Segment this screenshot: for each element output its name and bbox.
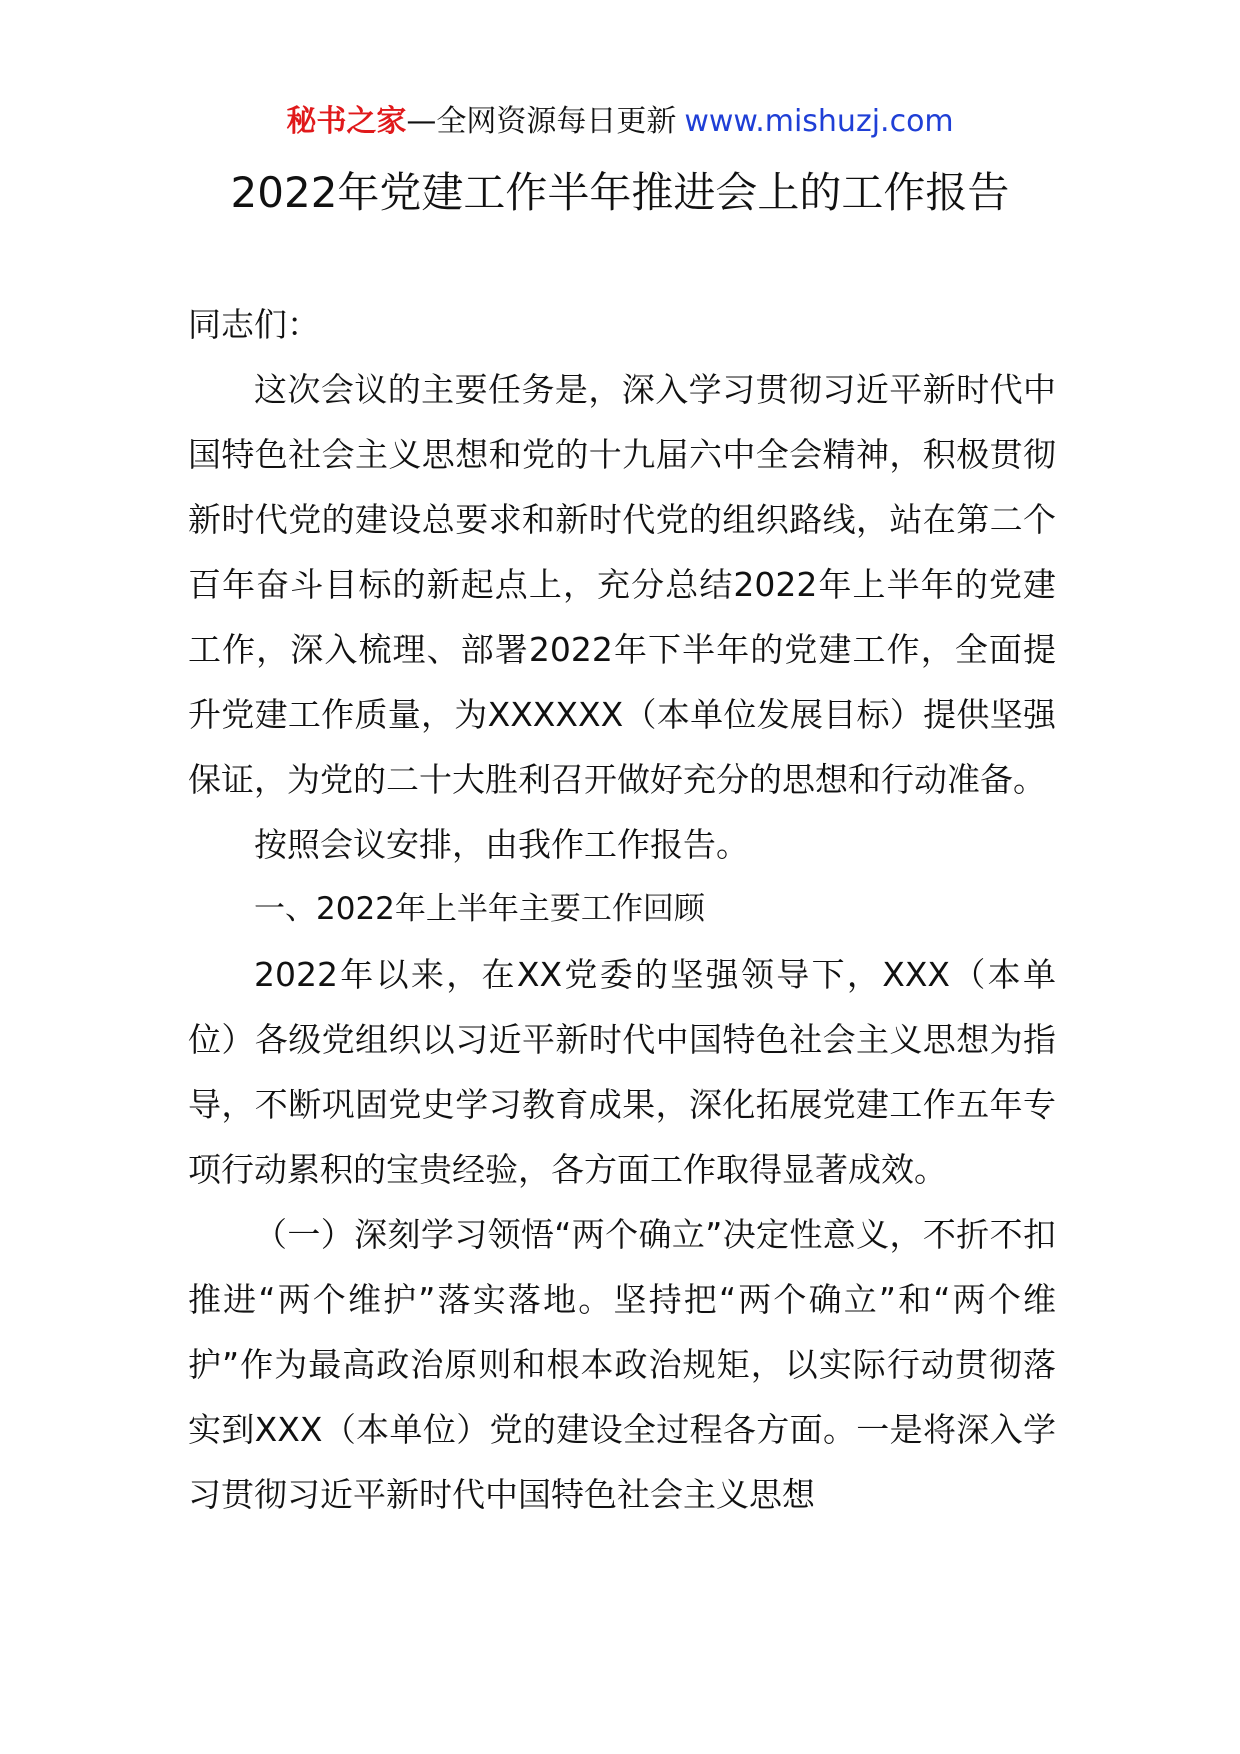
document-title: 2022年党建工作半年推进会上的工作报告: [230, 168, 1010, 217]
salutation: 同志们：: [188, 305, 320, 344]
header-slogan: —全网资源每日更新: [406, 104, 677, 139]
subsection-paragraph: （一）深刻学习领悟“两个确立”决定性意义，不折不扣推进“两个维护”落实落地。坚持把“两个确立”和“两个维护”作为最高政治原则和根本政治规矩，以实际行动贯彻落实到XXX（本单位）党的建设全过程各方面。一是将深入学习贯彻习近平新时代中国特色社会主义思想: [188, 1215, 1056, 1514]
review-paragraph: 2022年以来，在XX党委的坚强领导下，XXX（本单位）各级党组织以习近平新时代中国特色社会主义思想为指导，不断巩固党史学习教育成果，深化拓展党建工作五年专项行动累积的宝贵经验，各方面工作取得显著成效。: [188, 955, 1056, 1189]
intro-paragraph: 这次会议的主要任务是，深入学习贯彻习近平新时代中国特色社会主义思想和党的十九届六中全会精神，积极贯彻新时代党的建设总要求和新时代党的组织路线，站在第二个百年奋斗目标的新起点上，充分总结2022年上半年的党建工作，深入梳理、部署2022年下半年的党建工作，全面提升党建工作质量，为XXXXXX（本单位发展目标）提供坚强保证，为党的二十大胜利召开做好充分的思想和行动准备。: [188, 370, 1056, 799]
brand-name: 秘书之家: [286, 104, 407, 139]
section-heading: 一、2022年上半年主要工作回顾: [254, 891, 705, 927]
arrangement-paragraph: 按照会议安排，由我作工作报告。: [254, 825, 749, 864]
site-url-link[interactable]: www.mishuzj.com: [684, 104, 954, 139]
document-body: [188, 292, 1056, 1527]
site-header: [0, 100, 1240, 144]
